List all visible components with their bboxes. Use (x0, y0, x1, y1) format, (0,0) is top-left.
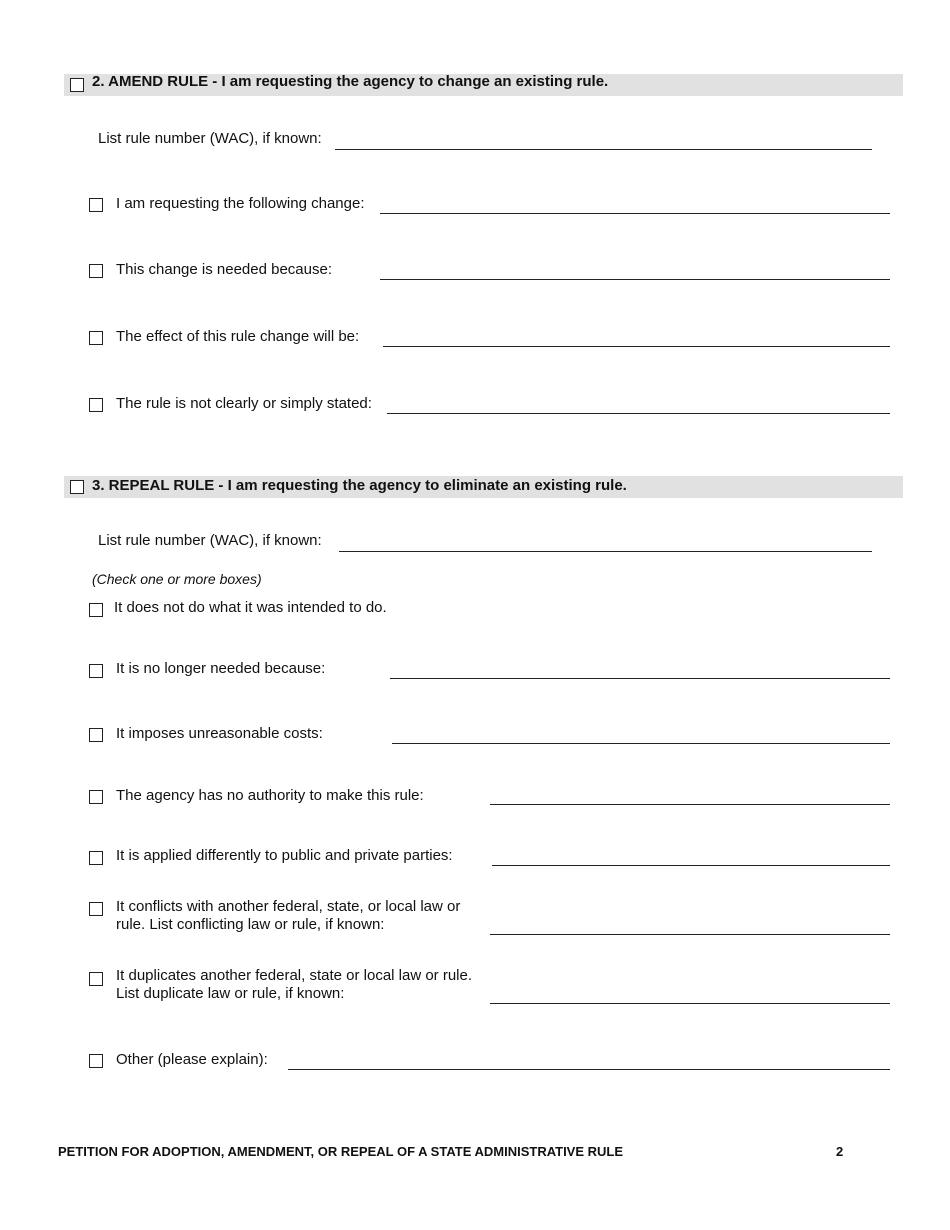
repeal-duplicates-field[interactable] (490, 1003, 890, 1004)
repeal-authority-label: The agency has no authority to make this rule: (116, 787, 424, 804)
amend-needed-checkbox[interactable] (89, 264, 103, 278)
amend-change-field[interactable] (380, 213, 890, 214)
repeal-conflicts-input[interactable] (490, 916, 890, 934)
repeal-other-input[interactable] (288, 1051, 890, 1069)
repeal-applied-label: It is applied differently to public and private parties: (116, 847, 453, 864)
repeal-conflicts-checkbox[interactable] (89, 902, 103, 916)
amend-effect-label: The effect of this rule change will be: (116, 328, 360, 345)
repeal-authority-checkbox[interactable] (89, 790, 103, 804)
repeal-applied-input[interactable] (492, 847, 890, 865)
repeal-other-field[interactable] (288, 1069, 890, 1070)
repeal-wac-input[interactable] (339, 533, 872, 551)
amend-wac-label: List rule number (WAC), if known: (98, 130, 322, 147)
repeal-other-checkbox[interactable] (89, 1054, 103, 1068)
amend-effect-field[interactable] (383, 346, 890, 347)
amend-unclear-input[interactable] (387, 395, 890, 413)
repeal-not-needed-checkbox[interactable] (89, 664, 103, 678)
amend-change-label: I am requesting the following change: (116, 195, 365, 212)
amend-wac-field[interactable] (335, 149, 872, 150)
repeal-costs-checkbox[interactable] (89, 728, 103, 742)
repeal-conflicts-field[interactable] (490, 934, 890, 935)
repeal-wac-field[interactable] (339, 551, 872, 552)
repeal-rule-checkbox[interactable] (70, 480, 84, 494)
repeal-wac-label: List rule number (WAC), if known: (98, 532, 322, 549)
repeal-section-title: 3. REPEAL RULE - I am requesting the agency to eliminate an existing rule. (92, 477, 627, 494)
repeal-duplicates-label-line1: It duplicates another federal, state or local law or rule. (116, 967, 473, 984)
repeal-costs-input[interactable] (392, 725, 890, 743)
repeal-costs-field[interactable] (392, 743, 890, 744)
repeal-intent-checkbox[interactable] (89, 603, 103, 617)
amend-needed-input[interactable] (380, 261, 890, 279)
check-note: (Check one or more boxes) (92, 571, 262, 587)
amend-needed-label: This change is needed because: (116, 261, 332, 278)
repeal-authority-field[interactable] (490, 804, 890, 805)
repeal-duplicates-checkbox[interactable] (89, 972, 103, 986)
amend-section-title: 2. AMEND RULE - I am requesting the agency to change an existing rule. (92, 73, 609, 90)
repeal-costs-label: It imposes unreasonable costs: (116, 725, 323, 742)
amend-effect-checkbox[interactable] (89, 331, 103, 345)
repeal-not-needed-field[interactable] (390, 678, 890, 679)
repeal-conflicts-label-line2: rule. List conflicting law or rule, if known: (116, 916, 385, 933)
amend-unclear-field[interactable] (387, 413, 890, 414)
footer-title: PETITION FOR ADOPTION, AMENDMENT, OR REPEAL OF A STATE ADMINISTRATIVE RULE (58, 1144, 624, 1159)
amend-effect-input[interactable] (383, 328, 890, 346)
repeal-authority-input[interactable] (490, 786, 890, 804)
repeal-applied-checkbox[interactable] (89, 851, 103, 865)
amend-rule-checkbox[interactable] (70, 78, 84, 92)
repeal-not-needed-label: It is no longer needed because: (116, 660, 326, 677)
amend-wac-input[interactable] (335, 131, 872, 149)
repeal-duplicates-input[interactable] (490, 985, 890, 1003)
amend-change-input[interactable] (380, 195, 890, 213)
repeal-not-needed-input[interactable] (390, 660, 890, 678)
amend-unclear-checkbox[interactable] (89, 398, 103, 412)
page-number: 2 (836, 1144, 844, 1159)
repeal-conflicts-label-line1: It conflicts with another federal, state, or local law or (116, 898, 461, 915)
repeal-other-label: Other (please explain): (116, 1051, 268, 1068)
repeal-applied-field[interactable] (492, 865, 890, 866)
repeal-intent-label: It does not do what it was intended to do. (114, 599, 387, 616)
repeal-duplicates-label-line2: List duplicate law or rule, if known: (116, 985, 345, 1002)
amend-change-checkbox[interactable] (89, 198, 103, 212)
amend-needed-field[interactable] (380, 279, 890, 280)
amend-unclear-label: The rule is not clearly or simply stated: (116, 395, 372, 412)
